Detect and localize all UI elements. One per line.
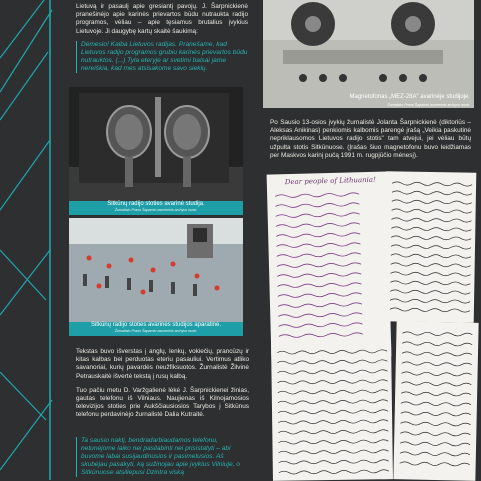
handwritten-sheet-2 xyxy=(384,171,477,323)
photo3-credit-wrap xyxy=(387,103,470,107)
handwriting-scribbles xyxy=(267,171,392,359)
tape-recorder-image xyxy=(263,0,474,108)
photo1-caption-bar xyxy=(69,201,243,215)
photo2-caption-bar xyxy=(69,322,243,336)
mixing-console-image xyxy=(69,218,243,336)
photo2-caption: Sitkūnų radijo stoties avarinės studijos aparatinė. xyxy=(90,322,222,328)
intro-paragraph: Lietuvą ir pasaulį apie gresiantį pavojų. J. Šarpnickienė pranešinėjo apie karinės prievartos būdu nutraukta radijo programos, vėliau – apie tęsiamus brutalius įvykius Lietuvoje. Ji daugybę kartų skaitė šaukimą: xyxy=(76,3,248,35)
left-top-text-block xyxy=(76,3,248,36)
photo1-credit: Žurnalisto Prano Šaparnio asmeninis archyvo nuotr. xyxy=(114,208,198,212)
photo-emergency-studio xyxy=(69,87,243,215)
appeal-heading: Dear people of Lithuania! xyxy=(284,175,376,187)
handwriting-scribbles-4 xyxy=(393,321,478,481)
quote-block-2 xyxy=(76,437,251,477)
handwriting-scribbles-3 xyxy=(271,339,393,481)
microphones-image xyxy=(69,87,243,215)
left-bottom-text-block xyxy=(76,348,249,420)
photo3-credit: Žurnalisto Prano Šaparnio asmeninis archyvo nuotr. xyxy=(387,102,470,107)
right-text-block xyxy=(270,119,471,160)
teal-stripe-decoration xyxy=(0,0,60,480)
handwritten-sheet-4 xyxy=(393,321,478,481)
handwriting-scribbles-2 xyxy=(384,171,477,323)
journalist-memory-quote: Ta sausio naktį, bendradarbiaudamos telefonu, netunėjome laiko nei pasilabinti nei prisistatyti – abi buvome labai susijaudinusios ir pasimetusios. Aš skubėjau pasakyti, ką sužinojau apie įvykius Vilniuje, o Sitkūnuose atsiliepusi Dzintra viską xyxy=(81,437,240,477)
phone-news-paragraph: Tuo pačiu metu D. Varžgalienė lėkė J. Šarpnickienei žinias, gautas telefonu iš Vilniaus. Naujienas iš Kilnojamosios televizijos stoties prie Aukščiausiosios Tarybos į Sitkūnus telefonu perdavinėjo žurnalistė Dalia Kutraitė. xyxy=(76,386,249,419)
handwritten-appeal-sheet xyxy=(267,171,392,359)
photo2-credit: Žurnalisto Prano Šaparnio asmeninis archyvo nuotr. xyxy=(114,329,198,333)
photo-control-room xyxy=(69,218,243,336)
quote-block-1 xyxy=(76,41,251,73)
translation-paragraph: Tekstas buvo išverstas į anglų, lenkų, vokiečių, prancūzų ir kitas kalbas bei perduotas eteriu pasauliui. Vertimus atliko savanoriai, kurių pavardės neužfiksuotos. Žurnalistė Žilvinė Petrauskaitė išvertė tekstą į rusų kalbą. xyxy=(76,348,249,380)
photo3-caption-wrap xyxy=(349,94,470,101)
handwritten-sheet-3 xyxy=(271,339,393,481)
photo1-caption: Sitkūnų radijo stoties avarinė studija. xyxy=(107,201,205,207)
recording-paragraph: Po Sausio 13-osios įvykių žurnalistė Jolanta Šarpnickienė (diktoriūs – Aleksas Anikinas) penkiomis kalbomis parengė įrašą „Veikia paskutinė nepriklausomos Lietuvos radijo stotis" tam atvejui, jei vėliau būtų užpulta stotis Sitkūnuose. (Įrašas šiuo magnetofonu buvo leidžiamas per Maskvos karinį pučą 1991 m. rugpjūčio mėnesį). xyxy=(270,119,471,159)
photo3-caption: Magnetofonas „MEZ-28A" avarinėje studijoje. xyxy=(349,94,470,100)
radio-announcement-quote: Dėmesio! Kalba Lietuvos radijas. Pranešame, kad Lietuvos radijo programos grubiu karinės prievartos būdu nutrauktos. (...) Tyla eteryje ar svetimi balsai jame nereiškia, kad mes atsisakome savo siekių. xyxy=(81,41,248,73)
photo-tape-recorder xyxy=(263,0,474,108)
